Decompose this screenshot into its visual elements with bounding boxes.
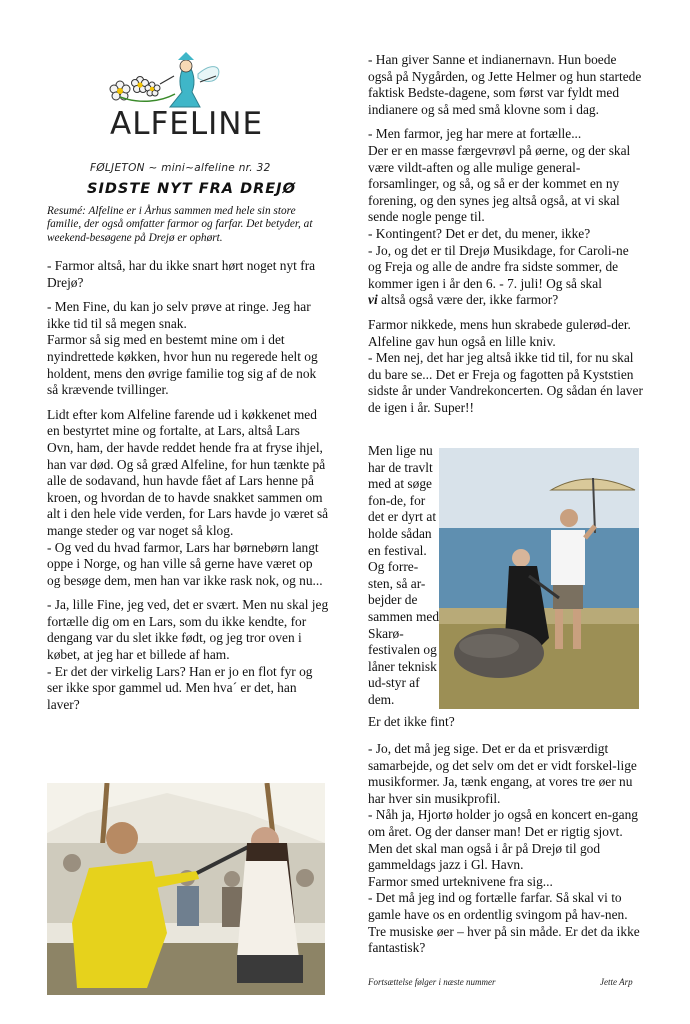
wrap-tail-block bbox=[368, 714, 643, 739]
beach-photo bbox=[439, 448, 639, 709]
wrap-text-column bbox=[368, 443, 440, 709]
alfeline-logo bbox=[100, 52, 264, 148]
resume: Resumé: Alfeline er i Århus sammen med hele sin store familie, der også omfatter farmor og farfar. Det betyder, at weekend-besøgene på Drejø er ophørt. bbox=[47, 205, 313, 244]
paragraph: Farmor nikkede, mens hun skrabede gulerød-der. Alfeline gav hun også en lille kniv. - Men nej, det har jeg altså ikke tid til, for nu skal du bare se... Det er Freja og fagotten på Kyststien sidste år under Vandrekoncerten. Og sådan én laver de igen i år. Super!! bbox=[368, 316, 643, 415]
left-column bbox=[47, 258, 329, 721]
right-column-bottom bbox=[368, 741, 643, 965]
logo-text: ALFELINE bbox=[110, 106, 264, 142]
paragraph: Lidt efter kom Alfeline farende ud i køkkenet med en bestyrtet mine og fortalte, at Lars, altså Lars Ovn, ham, der havde reddet hende fra at fryse ihjel, han var død. Og så græd Alfeline, for hun tænkte på alle de sodavand, hun havde fået af Lars henne på kroen, og hvordan de to havde snakket sammen om alt i den hele vide verden, for Lars havde jo været så mange steder og var noget så klog. - Og ved du hvad farmor, Lars har børnebørn langt oppe i Norge, og han ville så gerne have været op og besøge dem, men han var ikke rask nok, og nu... bbox=[47, 406, 329, 588]
page-title: SIDSTE NYT FRA DREJØ bbox=[87, 181, 296, 197]
paragraph-text: - Men farmor, jeg har mere at fortælle... Der er en masse færgevrøvl på øerne, og der skal være vildt-aften og alle mulige general-forsamlinger, og så, og så er der kommet en ny forening, og den synes jeg altså også, at vi skal sende nogle penge til. - Kontingent? Det er det, du mener, ikke? - Jo, og det er til Drejø Musikdage, for Caroli-ne og Freja og alle de andre fra sidste sommer, de kommer igen i år den 6. - 7. juli! Og så skal bbox=[368, 126, 631, 291]
right-column bbox=[368, 52, 643, 416]
paragraph: Er det ikke fint? bbox=[368, 714, 455, 729]
paragraph-text: altså også være der, ikke farmor? bbox=[377, 292, 559, 308]
continuation-note: Fortsættelse følger i næste nummer bbox=[368, 977, 496, 987]
paragraph: Men lige nu har de travlt med at søge fon-de, for det er dyrt at holde sådan en festival. Og forre-sten, så ar-bejder de sammen med Skarø-festivalen og låner teknisk ud-styr af dem. bbox=[368, 443, 440, 707]
feuilleton-line: FØLJETON ~ mini~alfeline nr. 32 bbox=[90, 162, 271, 174]
tipi-photo bbox=[47, 783, 325, 995]
paragraph: - Han giver Sanne et indianernavn. Hun boede også på Nygården, og Jette Helmer og hun startede faktisk Bedste-dagene, som først var fyldt med indianere og så med små klovne som i dag. bbox=[368, 52, 642, 117]
paragraph: - Farmor altså, har du ikke snart hørt noget nyt fra Drejø? bbox=[47, 258, 316, 290]
emphasis-vi: vi bbox=[368, 292, 378, 308]
paragraph bbox=[368, 126, 643, 292]
author-name: Jette Arp bbox=[600, 977, 633, 987]
paragraph bbox=[368, 292, 643, 309]
paragraph: - Men Fine, du kan jo selv prøve at ringe. Jeg har ikke tid til så megen snak. Farmor så sig med en bestemt mine om i det nyindrettede køkken, hvor hun nu regerede helt og holdent, mens den øvrige familie tog sig af de nok så krævende tvillinger. bbox=[47, 299, 318, 398]
paragraph: - Jo, det må jeg sige. Det er da et prisværdigt samarbejde, og det selv om det er vidt forskel-lige musikformer. Ja, tænk engang, at vores tre øer nu har hver sin musikprofil. - Nåh ja, Hjortø holder jo også en koncert en-gang om året. Og der danser man! Det er rigtig sjovt. Men det skal man også i år på Drejø til god gammeldags jazz i Gl. Havn. Farmor smed urteknivene fra sig... - Det må jeg ind og fortælle farfar. Så skal vi to gamle have os en ordentlig svingom på hav-nen. Tre musiske øer – hver på sin måde. Er det da ikke fantastisk? bbox=[368, 741, 640, 956]
paragraph: - Ja, lille Fine, jeg ved, det er svært. Men nu skal jeg fortælle dig om en Lars, som du ikke kendte, for dengang var du slet ikke født, og jeg tror oven i købet, at jeg har et billede af ham. - Er det der virkelig Lars? Han er jo en flot fyr og ser ikke spor gammel ud. Men hva´ er det, han laver? bbox=[47, 597, 329, 712]
